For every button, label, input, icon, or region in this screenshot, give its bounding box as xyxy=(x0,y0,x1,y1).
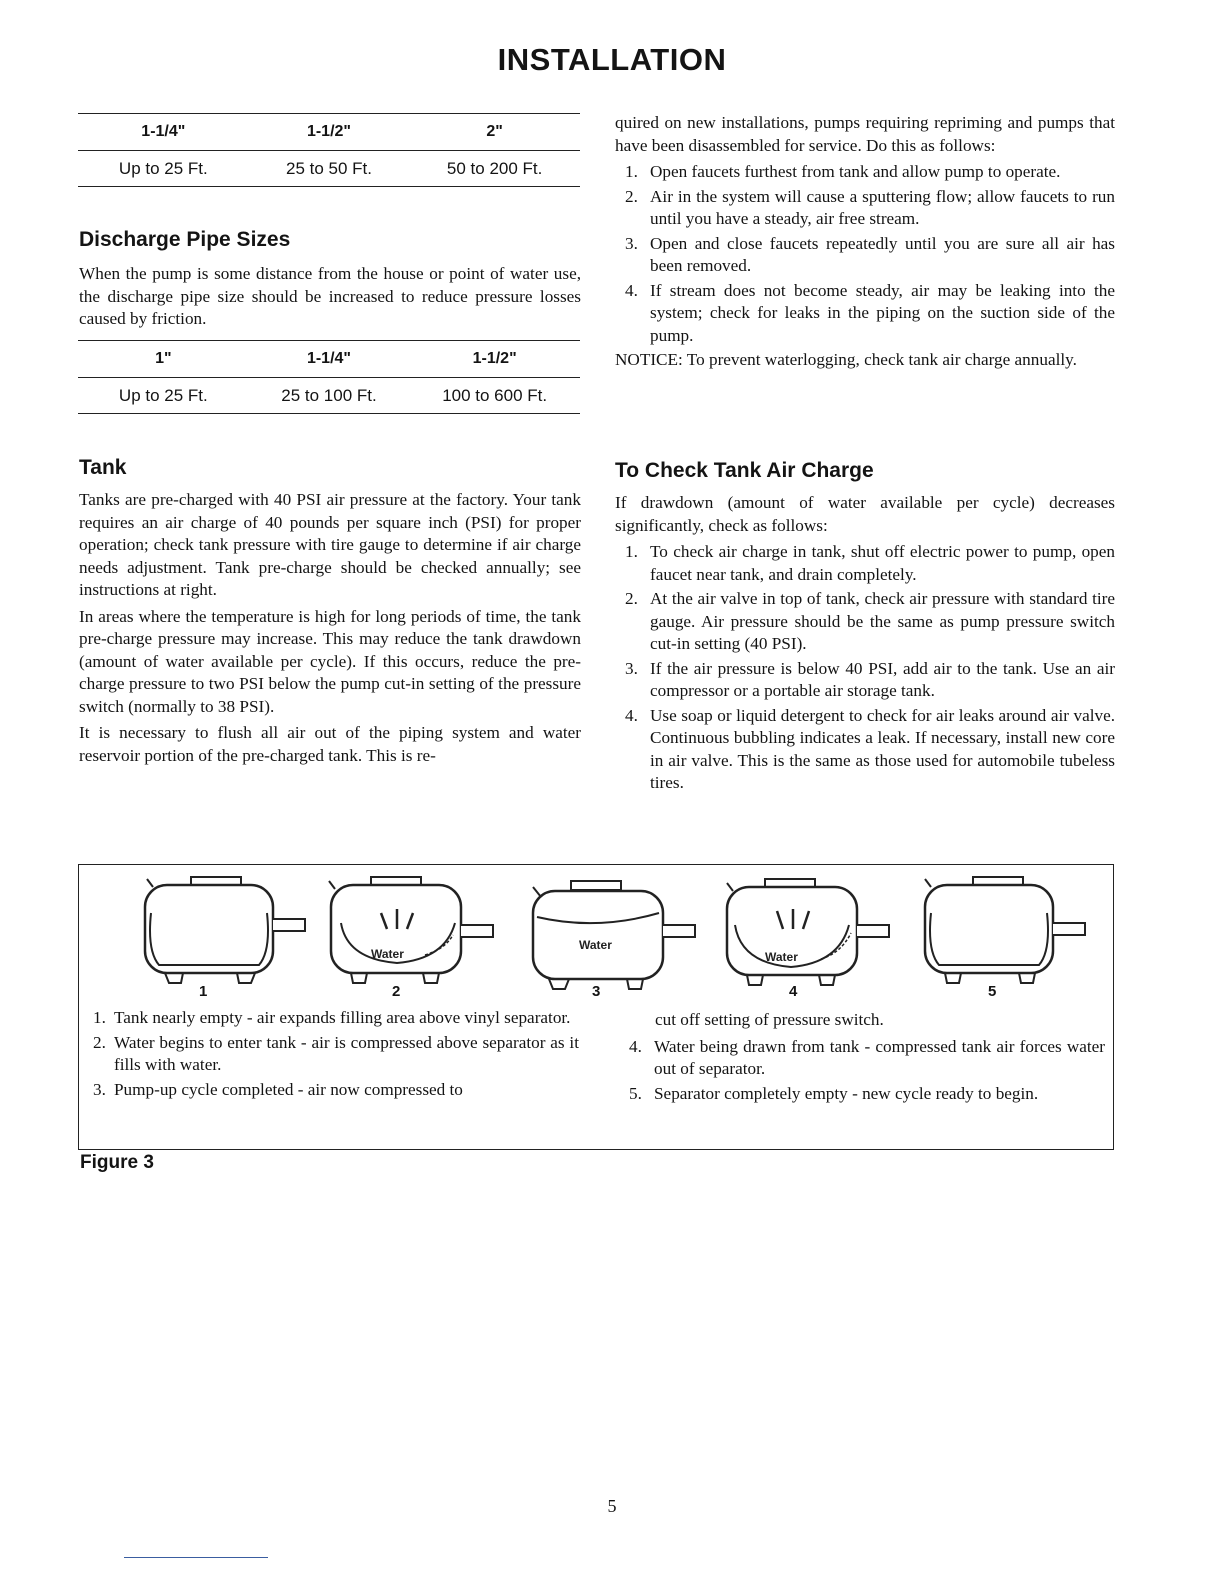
air-charge-steps xyxy=(615,541,1115,795)
discharge-pipe-table xyxy=(78,340,580,414)
air-charge-step: 4. Use soap or liquid detergent to check for air leaks around air valve. Continuous bubbling indicates a leak. If necessary, install new core in air valve. This is the same as those used for automobile tubeless tires. xyxy=(625,705,1115,792)
discharge-cell-1: Up to 25 Ft. xyxy=(78,378,249,414)
suction-cell-3: 50 to 200 Ft. xyxy=(409,151,580,187)
air-charge-section xyxy=(615,492,1115,797)
notice-text: To prevent waterlogging, check tank air charge annually. xyxy=(682,350,1077,369)
tank-number-4: 4 xyxy=(789,983,798,1000)
figure-caption: 2. Water begins to enter tank - air is compressed above separator as it fills with water. xyxy=(93,1032,579,1074)
figure-label: Figure 3 xyxy=(80,1152,154,1173)
footer-rule xyxy=(124,1557,268,1558)
discharge-header-2: 1-1/4" xyxy=(249,341,410,378)
notice-label: NOTICE: xyxy=(615,350,683,369)
figure-caption: 4. Water being drawn from tank - compressed tank air forces water out of separator. xyxy=(629,1036,1105,1078)
tank-paragraph-3: It is necessary to flush all air out of the piping system and water reservoir portion of the pre-charged tank. This is re- xyxy=(79,723,581,765)
tank-heading: Tank xyxy=(79,456,127,479)
flush-continuation: quired on new installations, pumps requiring repriming and pumps that have been disassembled for service. Do this as follows: xyxy=(615,113,1115,155)
discharge-heading: Discharge Pipe Sizes xyxy=(79,228,291,251)
flush-step: 1. Open faucets furthest from tank and allow pump to operate. xyxy=(625,162,1061,181)
right-column-top xyxy=(615,112,1115,372)
figure-caption: 3. Pump-up cycle completed - air now compressed to xyxy=(93,1079,463,1099)
tank-number-1: 1 xyxy=(199,983,208,1000)
tank-4-diagram xyxy=(721,875,901,993)
suction-pipe-table xyxy=(78,113,580,187)
water-label-2: Water xyxy=(371,947,404,961)
figure-caption: 1. Tank nearly empty - air expands filling area above vinyl separator. xyxy=(93,1008,571,1027)
tank-paragraph-1: Tanks are pre-charged with 40 PSI air pressure at the factory. Your tank requires an air charge of 40 pounds per square inch (PSI) for proper operation; check tank pressure with tire gauge to determine if air charge needs adjustment. Tank pre-charge should be checked annually; see instructions at right. xyxy=(79,490,581,599)
tank-1-diagram xyxy=(137,873,317,991)
figure-caption-continuation: cut off setting of pressure switch. xyxy=(655,1010,884,1029)
flush-step: 4. If stream does not become steady, air may be leaking into the system; check for leaks in the piping on the suction side of the pump. xyxy=(625,280,1115,345)
flush-step: 3. Open and close faucets repeatedly until you are sure all air has been removed. xyxy=(625,233,1115,275)
discharge-header-3: 1-1/2" xyxy=(409,341,580,378)
tank-number-2: 2 xyxy=(392,983,401,1000)
air-charge-heading: To Check Tank Air Charge xyxy=(615,459,874,482)
discharge-header-1: 1" xyxy=(78,341,249,378)
suction-header-2: 1-1/2" xyxy=(249,114,410,151)
suction-cell-2: 25 to 50 Ft. xyxy=(249,151,410,187)
air-charge-step: 3. If the air pressure is below 40 PSI, add air to the tank. Use an air compressor or a portable air storage tank. xyxy=(625,658,1115,700)
flush-steps xyxy=(615,161,1115,347)
tank-5-diagram xyxy=(919,873,1099,991)
air-charge-step: 1. To check air charge in tank, shut off electric power to pump, open faucet near tank, and drain completely. xyxy=(625,542,1115,584)
suction-cell-1: Up to 25 Ft. xyxy=(78,151,249,187)
tank-section xyxy=(79,489,581,767)
page-title: INSTALLATION xyxy=(497,42,727,77)
page-number: 5 xyxy=(607,1496,617,1516)
suction-header-3: 2" xyxy=(409,114,580,151)
suction-header-1: 1-1/4" xyxy=(78,114,249,151)
tank-3-diagram xyxy=(527,877,707,995)
tank-number-3: 3 xyxy=(592,983,601,1000)
water-label-4: Water xyxy=(765,950,798,964)
water-label-3: Water xyxy=(579,938,612,952)
discharge-cell-2: 25 to 100 Ft. xyxy=(249,378,410,414)
air-charge-intro: If drawdown (amount of water available per cycle) decreases significantly, check as follows: xyxy=(615,493,1115,535)
figure-captions-left xyxy=(79,1007,579,1103)
tank-number-5: 5 xyxy=(988,983,997,1000)
notice xyxy=(615,349,1115,372)
tank-paragraph-2: In areas where the temperature is high for long periods of time, the tank pre-charge pressure may increase. This may reduce the tank drawdown (amount of water available per cycle). If this occurs, reduce the pre-charge pressure to two PSI below the pump cut-in setting of the pressure switch (normally to 38 PSI). xyxy=(79,606,581,716)
tank-2-diagram xyxy=(327,873,507,991)
flush-step: 2. Air in the system will cause a sputtering flow; allow faucets to run until you have a steady, air free stream. xyxy=(625,186,1115,228)
discharge-cell-3: 100 to 600 Ft. xyxy=(409,378,580,414)
discharge-text: When the pump is some distance from the house or point of water use, the discharge pipe size should be increased to reduce pressure losses caused by friction. xyxy=(79,264,581,328)
figure-caption: 5. Separator completely empty - new cycle ready to begin. xyxy=(629,1083,1039,1103)
air-charge-step: 2. At the air valve in top of tank, check air pressure with standard tire gauge. Air pressure should be the same as pump pressure switch cut-in setting (40 PSI). xyxy=(625,589,1115,653)
figure-3-box xyxy=(78,864,1114,1150)
figure-captions-right xyxy=(619,1009,1105,1107)
